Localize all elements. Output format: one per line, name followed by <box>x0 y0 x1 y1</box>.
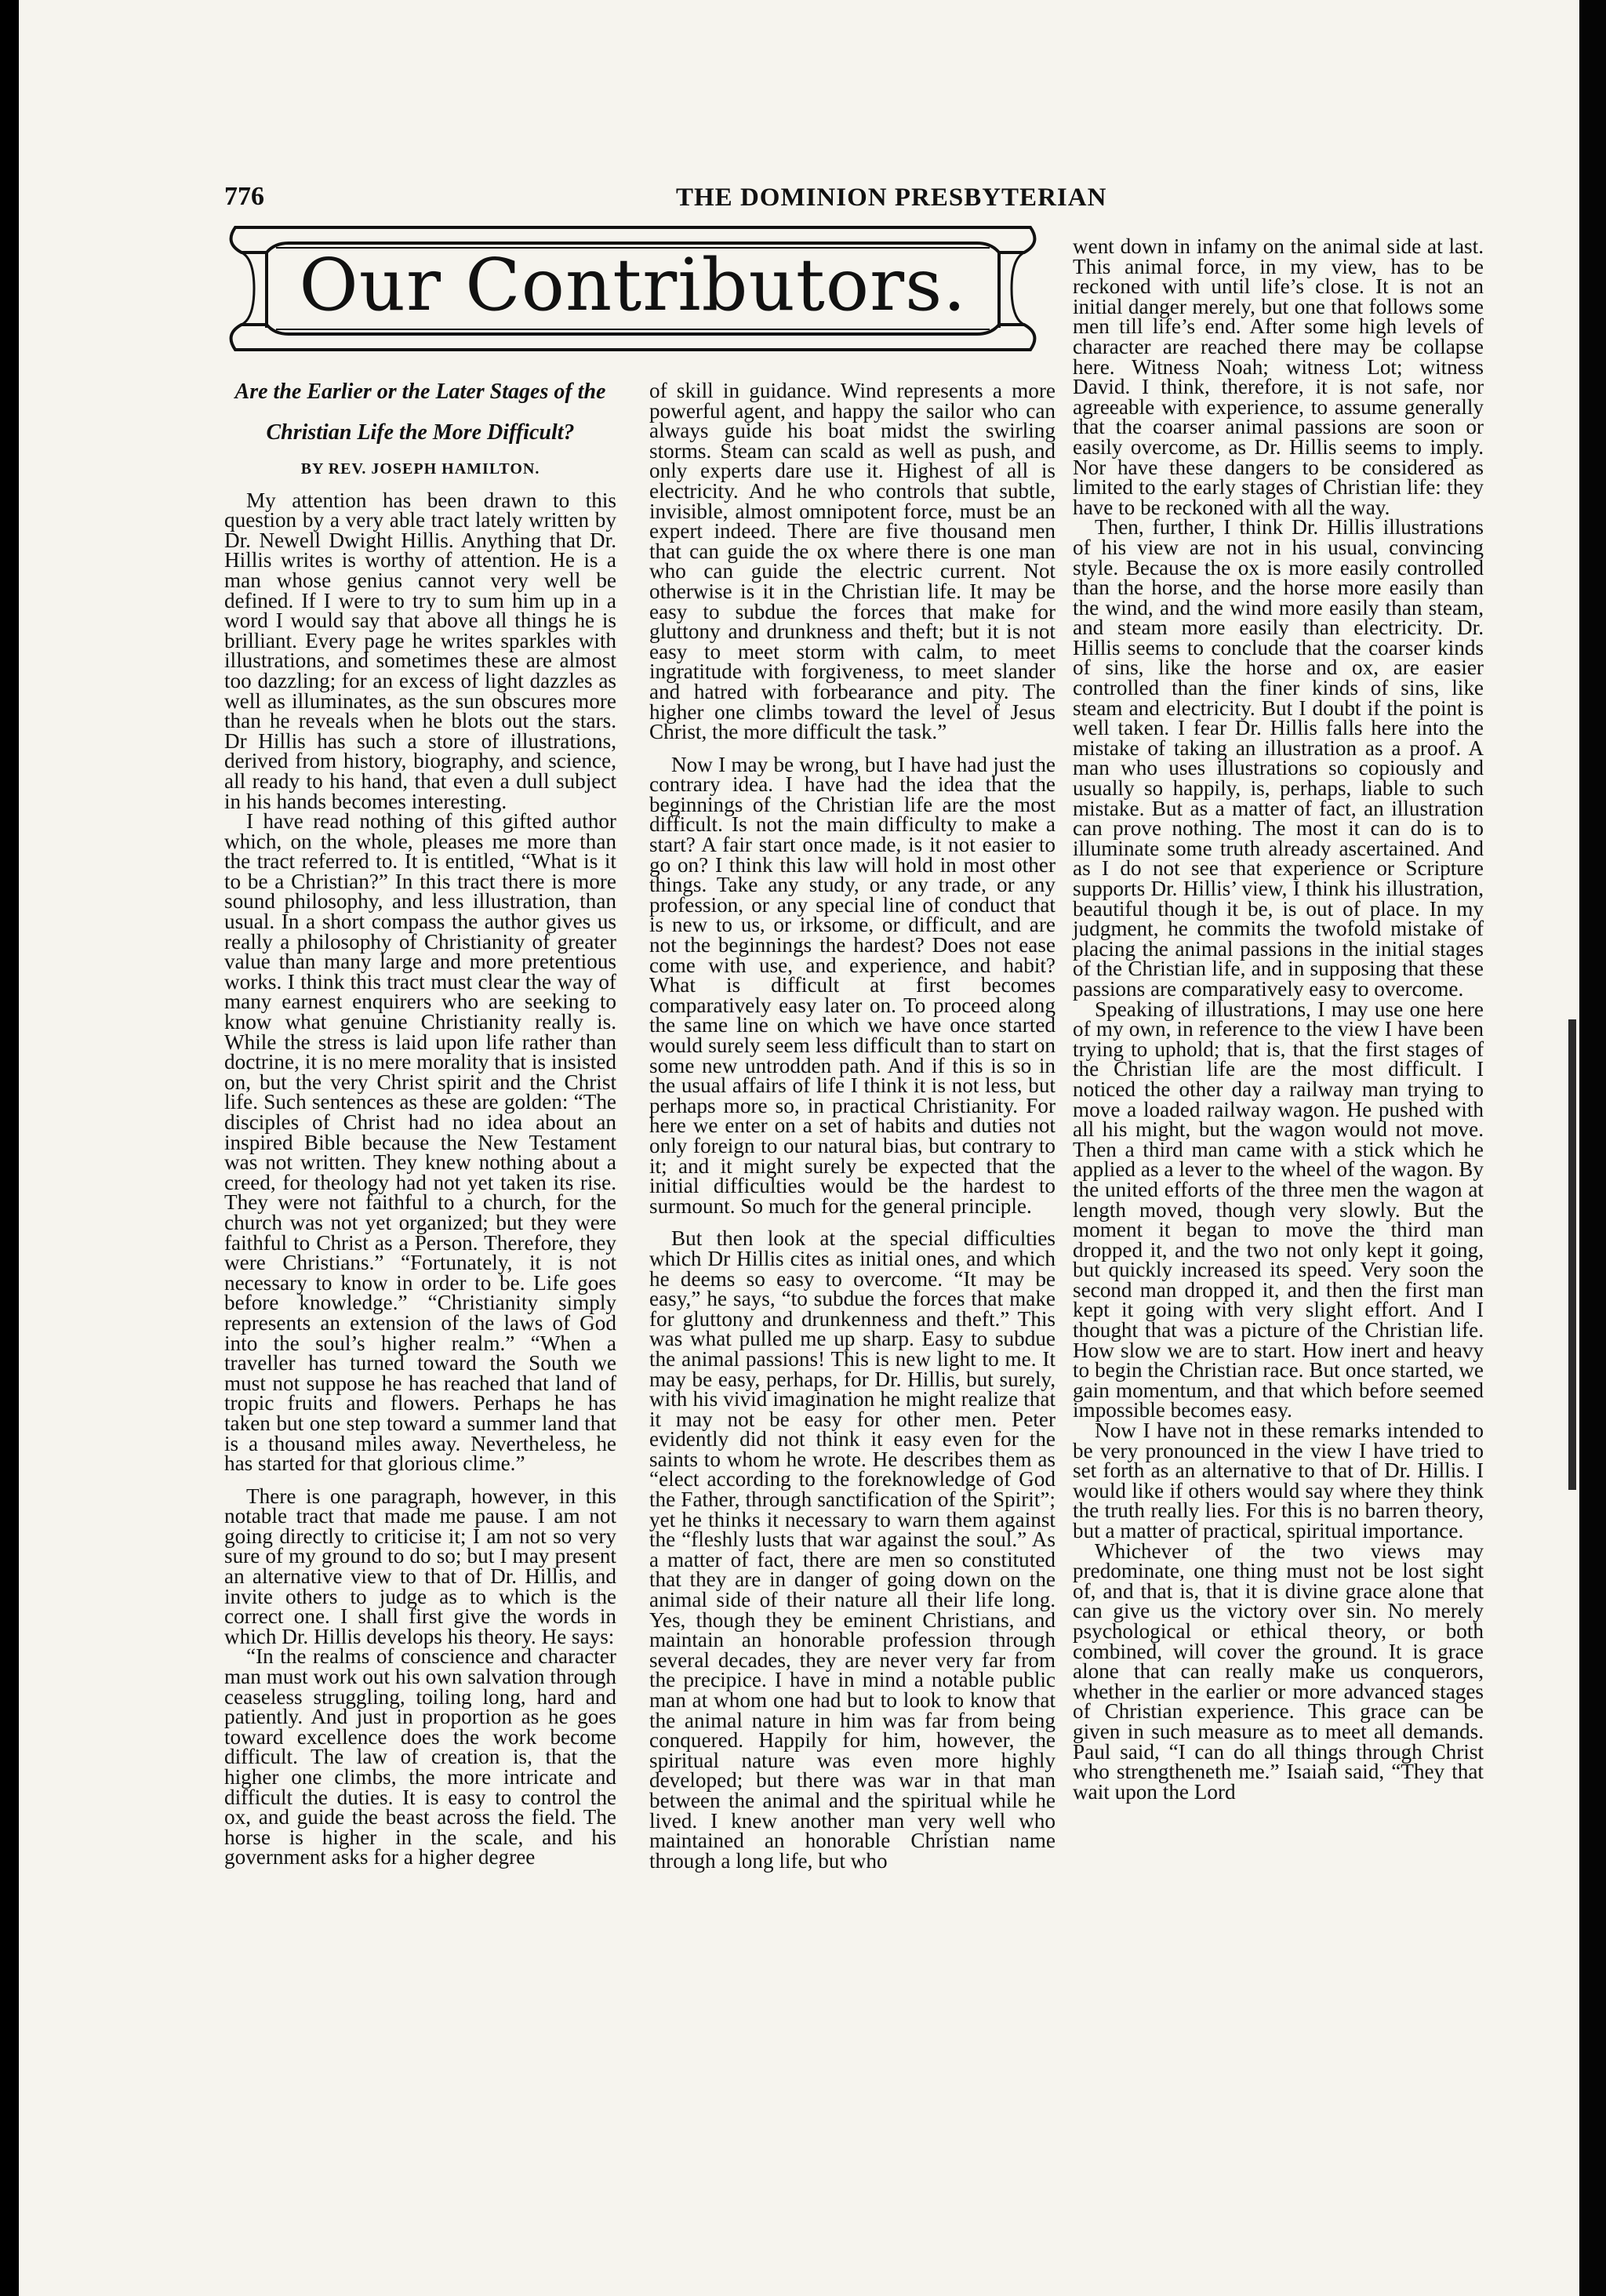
paragraph: Now I have not in these remarks intended to be very pronounced in the view I have tried to set forth as an alternative to that of Dr. Hillis. I would like if others would say where they think the truth really lies. For this is no barren theory, but a matter of practical, spiritual importance. <box>1073 1419 1484 1542</box>
paragraph: Speaking of illustrations, I may use one here of my own, in reference to the view I have been trying to uphold; that is, that the first stages of the Christian life are the most difficult. I noticed the other day a railway man trying to move a loaded railway wagon. He pushed with all his might, but the wagon would not move. Then a third man came with a stick which he applied as a lever to the wheel of the wagon. By the united efforts of the three men the wagon at length moved, though very slowly. But the moment it began to move the third man dropped it, and the two not only kept it going, but quickly increased its speed. Very soon the second man dropped it, and then the first man kept it going with very slight effort. And I thought that was a picture of the Christian life. How slow we are to start. How inert and heavy to begin the Christian race. But once started, we gain momentum, and that which before seemed impossible becomes easy. <box>1073 997 1484 1422</box>
scan-edge <box>1579 0 1606 2296</box>
paragraph: went down in infamy on the animal side at last. This animal force, in my view, has to be reckoned with until life’s close. It is not an initial danger merely, but one that follows some men till life’s end. After some high levels of character are reached there may be collapse here. Witness Noah; witness Lot; witness David. I think, therefore, it is not safe, nor agreeable with experience, to assume generally that the coarser animal passions are soon or easily overcome, as Dr. Hillis seems to imply. Nor have these dangers to be considered as limited to the early stages of Christian life: they have to be reckoned with all the way. <box>1073 234 1484 519</box>
section-banner <box>220 212 1046 365</box>
paragraph: But then look at the special difficulties which Dr Hillis cites as initial ones, and which he deems so easy to overcome. “It may be easy,” he says, “to subdue the forces that make for gluttony and drunkenness and theft.” This was what pulled me up sharp. Easy to subdue the animal passions! This is new light to me. It may be easy, perhaps, for Dr. Hillis, but surely, with his vivid imagination he might realize that it may not be easy for other men. Peter evidently did not think it easy even for the saints to whom he wrote. He describes them as “elect according to the foreknowledge of God the Father, through sanctification of the Spirit”; yet he thinks it necessary to warn them against the “fleshly lusts that war against the soul.” As a matter of fact, there are men so constituted that they are in danger of going down on the animal side of their nature all their life long. Yes, though they be eminent Christians, and maintain an honorable profession through several decades, they are never very far from the precipice. I have in mind a notable public man at whom one had but to look to know that the animal nature in him was far from being conquered. Happily for him, however, the spiritual nature was even more highly developed; but there was war in that man between the animal and the spiritual while he lived. I knew another man very well who maintained an honorable Christian name through a long life, but who <box>649 1226 1056 1873</box>
article-title: Are the Earlier or the Later Stages of the Christian Life the More Difficult? <box>234 380 606 445</box>
newspaper-page <box>19 0 1579 2296</box>
section-title: Our Contributors. <box>299 243 967 327</box>
paragraph: There is one paragraph, however, in this notable tract that made me pause. I am not going directly to criticise it; I am not so very sure of my ground to do so; but I may present an alternative view to that of Dr. Hillis, and invite others to judge as to which is the correct one. I shall first give the words in which Dr. Hillis develops his theory. He says: <box>224 1484 616 1648</box>
article-column-2 <box>649 381 1056 1871</box>
publication-title: THE DOMINION PRESBYTERIAN <box>676 183 1107 212</box>
paragraph: of skill in guidance. Wind represents a more powerful agent, and happy the sailor who can always guide his boat midst the swirling storms. Steam can scald as well as push, and only experts dare use it. Highest of all is electricity. And he who controls that subtle, invisible, almost omnipotent force, must be an expert indeed. There are five thousand men that can guide the ox where there is one man who can guide the electric current. Not otherwise is it in the Christian life. It may be easy to subdue the forces that make for gluttony and drunkness and theft; but it is not easy to meet storm with calm, to meet ingratitude with forgiveness, to meet slander and hatred with forbearance and pity. The higher one climbs toward the level of Jesus Christ, the more difficult the task.” <box>649 379 1056 744</box>
page-number: 776 <box>224 182 264 211</box>
paragraph: Then, further, I think Dr. Hillis illustrations of his view are not in his usual, convincing style. Because the ox is more easily controlled than the horse, and the horse more easily than the wind, and the wind more easily than steam, and steam more easily than electricity. Dr. Hillis seems to conclude that the coarser kinds of sins, like the horse and ox, are easier controlled than the finer kinds of sins, like steam and electricity. But I doubt if the point is well taken. I fear Dr. Hillis falls here into the mistake of taking an illustration as a proof. A man who uses illustrations so copiously and usually so happily, is, perhaps, liable to such mistake. But as a matter of fact, an illustration can prove nothing. The most it can do is to illuminate some truth already ascertained. And as I do not see that experience or Scripture supports Dr. Hillis’ view, I think his illustration, beautiful though it be, is out of place. In my judgment, he commits the twofold mistake of placing the animal passions in the initial stages of the Christian life, and in supposing that these passions are comparatively easy to overcome. <box>1073 515 1484 1001</box>
article-column-1 <box>224 372 616 1868</box>
article-column-3 <box>1073 234 1484 1804</box>
article-byline: BY REV. JOSEPH HAMILTON. <box>300 460 540 478</box>
paragraph: “In the realms of conscience and character man must work out his own salvation through ceaseless struggling, toiling long, hard and patiently. And just in proportion as he goes toward excellence does the work become difficult. The law of creation is, that the higher one climbs, the more intricate and difficult the duties. It is easy to control the ox, and guide the beast across the field. The horse is higher in the scale, and his government asks for a higher degree <box>224 1644 616 1869</box>
paragraph: Now I may be wrong, but I have had just the contrary idea. I have had the idea that the beginnings of the Christian life are the most difficult. Is not the main difficulty to make a start? A fair start once made, is it not easier to go on? I think this law will hold in most other things. Take any study, or any trade, or any profession, or any special line of conduct that is new to us, or irksome, or difficult, and are not the beginnings the hardest? Does not ease come with use, and experience, and habit? What is difficult at first becomes comparatively easy later on. To proceed along the same line on which we have once started would surely seem less difficult than to start on some new untrodden path. And if this is so in the usual affairs of life I think it is not less, but perhaps more so, in practical Christianity. For here we enter on a set of habits and duties not only foreign to our natural bias, but contrary to it; and it might surely be expected that the initial difficulties would be the hardest to surmount. So much for the general principle. <box>649 752 1056 1218</box>
paragraph: Whichever of the two views may predominate, one thing must not be lost sight of, and that is, that it is divine grace alone that can give us the victory over sin. No merely psychological or ethical theory, or both combined, will cover the ground. It is grace alone that can really make us conquerors, whether in the earlier or more advanced stages of Christian experience. This grace can be given in such measure as to meet all demands. Paul said, “I can do all things through Christ who strengtheneth me.” Isaiah said, “They that wait upon the Lord <box>1073 1539 1484 1804</box>
scan-mark <box>1568 1019 1576 1490</box>
paragraph: My attention has been drawn to this question by a very able tract lately written by Dr. Newell Dwight Hillis. Anything that Dr. Hillis writes is worthy of attention. He is a man whose genius cannot very well be defined. If I were to try to sum him up in a word I would say that above all things he is brilliant. Every page he writes sparkles with illustrations, and sometimes these are almost too dazzling; for an excess of light dazzles as well as illuminates, as the sun obscures more than he reveals when he blots out the stars. Dr Hillis has such a store of illustrations, derived from history, biography, and science, all ready to his hand, that even a dull subject in his hands becomes interesting. <box>224 488 616 813</box>
paragraph: I have read nothing of this gifted author which, on the whole, pleases me more than the tract referred to. It is entitled, “What is it to be a Christian?” In this tract there is more sound philosophy, and less illustration, than usual. In a short compass the author gives us really a philosophy of Christianity of greater value than many large and more pretentious works. I think this tract must clear the way of many earnest enquirers who are seeking to know what genuine Christianity really is. While the stress is laid upon life rather than doctrine, it is no mere morality that is insisted on, but the very Christ spirit and the Christ life. Such sentences as these are golden: “The disciples of Christ had no idea about an inspired Bible because the New Testament was not written. They knew nothing about a creed, for theology had not yet taken its rise. They were not faithful to a church, for the church was not yet organized; but they were faithful to Christ as a Person. Therefore, they were Christians.” “Fortunately, it is not necessary to know in order to be. Life goes before knowledge.” “Christianity simply represents an extension of the laws of God into the soul’s higher realm.” “When a traveller has turned toward the South we must not suppose he has reached that land of tropic fruits and flowers. Perhaps he has taken but one step toward a summer land that is a thousand miles away. Nevertheless, he has started for that glorious clime.” <box>224 809 616 1476</box>
